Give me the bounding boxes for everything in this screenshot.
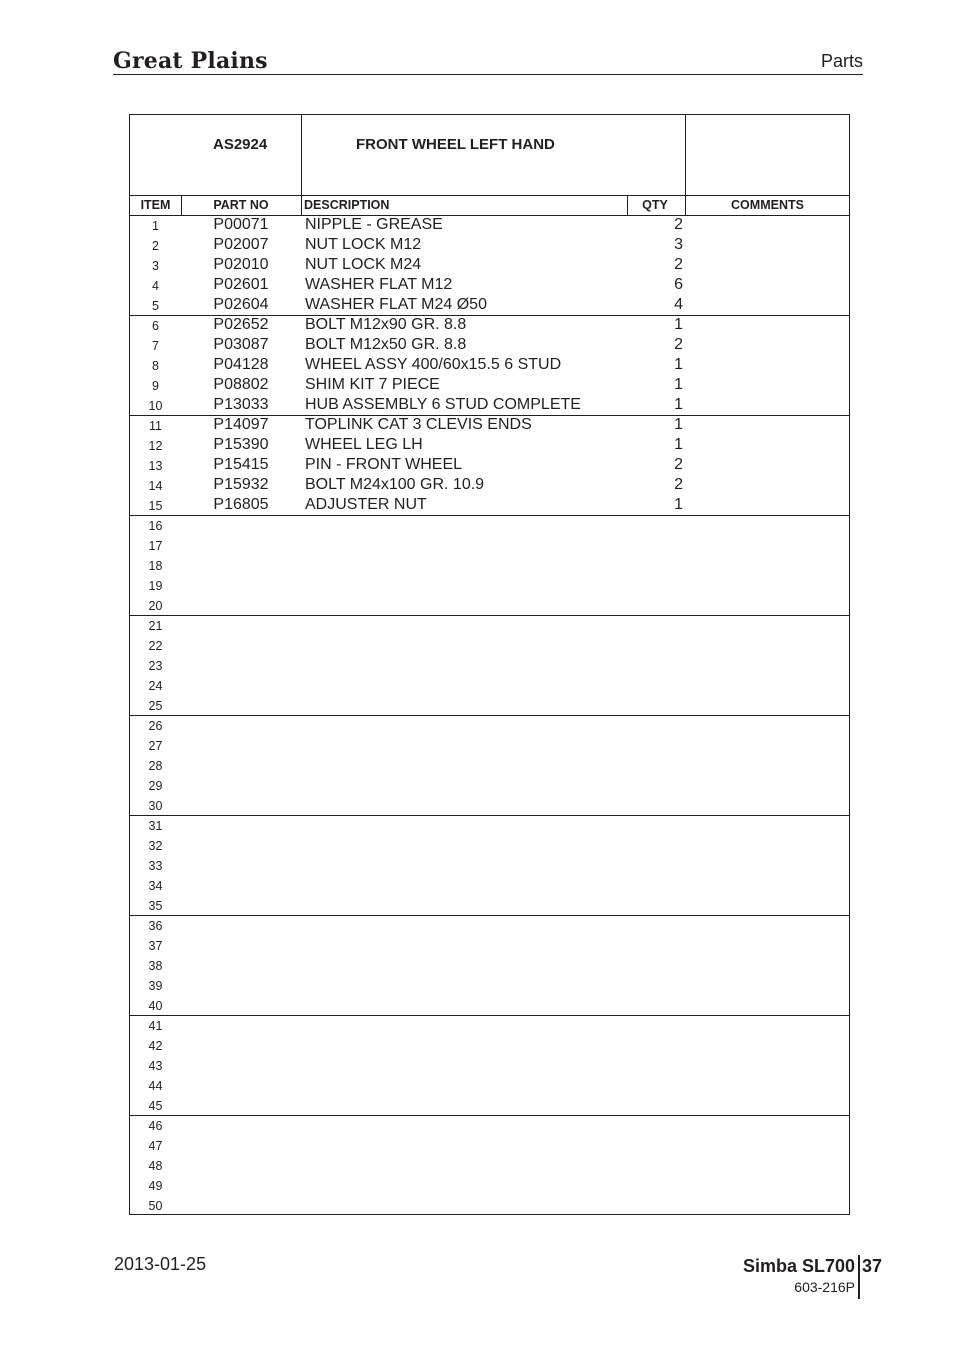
row-quantity: 1 <box>674 436 683 453</box>
row-part-number: P02601 <box>213 276 269 293</box>
table-row <box>130 336 849 356</box>
row-part-number: P04128 <box>213 356 269 373</box>
table-row <box>130 276 849 296</box>
row-item-number: 16 <box>148 519 163 533</box>
row-item-number: 4 <box>152 279 159 293</box>
row-item-number: 21 <box>148 619 163 633</box>
row-description: WHEEL LEG LH <box>305 436 423 453</box>
row-item-number: 50 <box>148 1199 163 1213</box>
column-header-comments: COMMENTS <box>731 198 804 212</box>
row-item-number: 41 <box>148 1019 163 1033</box>
row-description: NIPPLE - GREASE <box>305 216 443 233</box>
row-description: BOLT M12x50 GR. 8.8 <box>305 336 467 353</box>
assembly-header <box>130 115 849 196</box>
row-item-number: 43 <box>148 1059 163 1073</box>
table-row <box>130 396 849 416</box>
row-part-number: P13033 <box>213 396 269 413</box>
row-description: ADJUSTER NUT <box>305 496 427 513</box>
row-item-number: 13 <box>148 459 163 473</box>
table-row <box>130 836 849 856</box>
row-item-number: 37 <box>148 939 163 953</box>
row-item-number: 2 <box>152 239 159 253</box>
column-header-row <box>130 195 849 216</box>
table-row <box>130 956 849 976</box>
row-description: BOLT M12x90 GR. 8.8 <box>305 316 467 333</box>
table-row <box>130 676 849 696</box>
table-row <box>130 256 849 276</box>
row-description: BOLT M24x100 GR. 10.9 <box>305 476 485 493</box>
row-quantity: 4 <box>674 296 683 313</box>
row-item-number: 40 <box>148 999 163 1013</box>
row-item-number: 48 <box>148 1159 163 1173</box>
row-item-number: 49 <box>148 1179 163 1193</box>
table-row <box>130 1076 849 1096</box>
row-quantity: 2 <box>674 456 683 473</box>
row-item-number: 5 <box>152 299 159 313</box>
row-item-number: 26 <box>148 719 163 733</box>
table-row <box>130 1056 849 1076</box>
row-quantity: 1 <box>674 316 683 333</box>
row-item-number: 28 <box>148 759 163 773</box>
row-item-number: 47 <box>148 1139 163 1153</box>
row-item-number: 14 <box>148 479 163 493</box>
row-item-number: 24 <box>148 679 163 693</box>
section-title: Parts <box>820 51 863 71</box>
row-part-number: P03087 <box>213 336 269 353</box>
table-row <box>130 416 849 436</box>
table-row <box>130 1136 849 1156</box>
table-row <box>130 1096 849 1116</box>
table-row <box>130 876 849 896</box>
row-description: WHEEL ASSY 400/60x15.5 6 STUD <box>305 356 562 373</box>
row-part-number: P15932 <box>213 476 269 493</box>
table-row <box>130 996 849 1016</box>
row-item-number: 39 <box>148 979 163 993</box>
column-header-qty: QTY <box>642 198 668 212</box>
table-row <box>130 556 849 576</box>
assembly-number: AS2924 <box>213 136 268 153</box>
table-row <box>130 716 849 736</box>
table-row <box>130 1156 849 1176</box>
row-item-number: 8 <box>152 359 159 373</box>
row-item-number: 30 <box>148 799 163 813</box>
row-part-number: P14097 <box>213 416 269 433</box>
table-row <box>130 1196 849 1216</box>
row-item-number: 44 <box>148 1079 163 1093</box>
row-item-number: 1 <box>152 219 159 233</box>
row-item-number: 12 <box>148 439 163 453</box>
table-row <box>130 616 849 636</box>
row-item-number: 6 <box>152 319 159 333</box>
row-description: NUT LOCK M24 <box>305 256 422 273</box>
row-item-number: 22 <box>148 639 163 653</box>
row-quantity: 1 <box>674 396 683 413</box>
row-item-number: 33 <box>148 859 163 873</box>
row-part-number: P02652 <box>213 316 269 333</box>
row-quantity: 1 <box>674 356 683 373</box>
table-row <box>130 636 849 656</box>
row-item-number: 23 <box>148 659 163 673</box>
row-item-number: 35 <box>148 899 163 913</box>
table-row <box>130 1016 849 1036</box>
table-row <box>130 576 849 596</box>
row-item-number: 18 <box>148 559 163 573</box>
row-part-number: P16805 <box>213 496 269 513</box>
row-item-number: 32 <box>148 839 163 853</box>
table-row <box>130 516 849 536</box>
row-item-number: 11 <box>149 419 162 433</box>
parts-table <box>129 114 850 1215</box>
row-item-number: 20 <box>148 599 163 613</box>
table-row <box>130 536 849 556</box>
table-row <box>130 1036 849 1056</box>
table-row <box>130 656 849 676</box>
row-description: HUB ASSEMBLY 6 STUD COMPLETE <box>305 396 581 413</box>
table-row <box>130 296 849 316</box>
row-item-number: 46 <box>148 1119 163 1133</box>
row-quantity: 2 <box>674 476 683 493</box>
footer-model: Simba SL700 <box>742 1256 855 1276</box>
row-quantity: 2 <box>674 336 683 353</box>
table-row <box>130 736 849 756</box>
row-quantity: 2 <box>674 216 683 233</box>
column-divider <box>685 115 686 215</box>
column-divider <box>181 195 182 215</box>
row-part-number: P02007 <box>213 236 269 253</box>
footer-date: 2013-01-25 <box>114 1254 207 1274</box>
row-item-number: 17 <box>148 539 163 553</box>
row-item-number: 9 <box>152 379 159 393</box>
column-divider <box>301 115 302 215</box>
row-quantity: 1 <box>674 416 683 433</box>
row-part-number: P15415 <box>213 456 269 473</box>
row-quantity: 1 <box>674 376 683 393</box>
table-row <box>130 796 849 816</box>
table-row <box>130 936 849 956</box>
document-number: 603-216P <box>794 1279 855 1295</box>
table-row <box>130 776 849 796</box>
row-part-number: P02010 <box>213 256 269 273</box>
row-item-number: 36 <box>148 919 163 933</box>
row-item-number: 25 <box>148 699 163 713</box>
footer-divider <box>858 1255 860 1299</box>
row-item-number: 7 <box>152 339 159 353</box>
table-row <box>130 1116 849 1136</box>
row-quantity: 6 <box>674 276 683 293</box>
table-row <box>130 916 849 936</box>
table-row <box>130 816 849 836</box>
row-item-number: 27 <box>148 739 163 753</box>
table-row <box>130 696 849 716</box>
column-header-part-no: PART NO <box>213 198 269 212</box>
table-row <box>130 236 849 256</box>
table-row <box>130 476 849 496</box>
table-row <box>130 456 849 476</box>
table-row <box>130 496 849 516</box>
table-row <box>130 376 849 396</box>
row-description: TOPLINK CAT 3 CLEVIS ENDS <box>305 416 532 433</box>
page-number: 37 <box>862 1256 883 1276</box>
column-header-item: ITEM <box>140 198 171 212</box>
table-row <box>130 596 849 616</box>
row-quantity: 2 <box>674 256 683 273</box>
row-item-number: 15 <box>148 499 163 513</box>
row-item-number: 19 <box>148 579 163 593</box>
row-item-number: 29 <box>148 779 163 793</box>
table-row <box>130 756 849 776</box>
column-header-description: DESCRIPTION <box>304 198 390 212</box>
brand-logo: Great Plains <box>113 48 268 74</box>
row-part-number: P00071 <box>213 216 269 233</box>
row-item-number: 3 <box>152 259 159 273</box>
row-part-number: P08802 <box>213 376 269 393</box>
row-description: WASHER FLAT M24 Ø50 <box>305 296 487 313</box>
table-row <box>130 436 849 456</box>
table-row <box>130 896 849 916</box>
table-row <box>130 316 849 336</box>
row-quantity: 1 <box>674 496 683 513</box>
row-item-number: 38 <box>148 959 163 973</box>
row-description: WASHER FLAT M12 <box>305 276 453 293</box>
table-row <box>130 356 849 376</box>
row-part-number: P15390 <box>213 436 269 453</box>
row-item-number: 45 <box>148 1099 163 1113</box>
table-row <box>130 1176 849 1196</box>
row-description: NUT LOCK M12 <box>305 236 422 253</box>
row-part-number: P02604 <box>213 296 269 313</box>
row-item-number: 31 <box>148 819 163 833</box>
assembly-title: FRONT WHEEL LEFT HAND <box>356 136 555 153</box>
table-row <box>130 856 849 876</box>
row-item-number: 34 <box>148 879 163 893</box>
header-rule <box>113 74 863 75</box>
column-divider <box>627 195 628 215</box>
row-item-number: 10 <box>148 399 163 413</box>
row-description: SHIM KIT 7 PIECE <box>305 376 440 393</box>
row-quantity: 3 <box>674 236 683 253</box>
row-item-number: 42 <box>148 1039 163 1053</box>
table-row <box>130 216 849 236</box>
row-description: PIN - FRONT WHEEL <box>305 456 463 473</box>
table-row <box>130 976 849 996</box>
